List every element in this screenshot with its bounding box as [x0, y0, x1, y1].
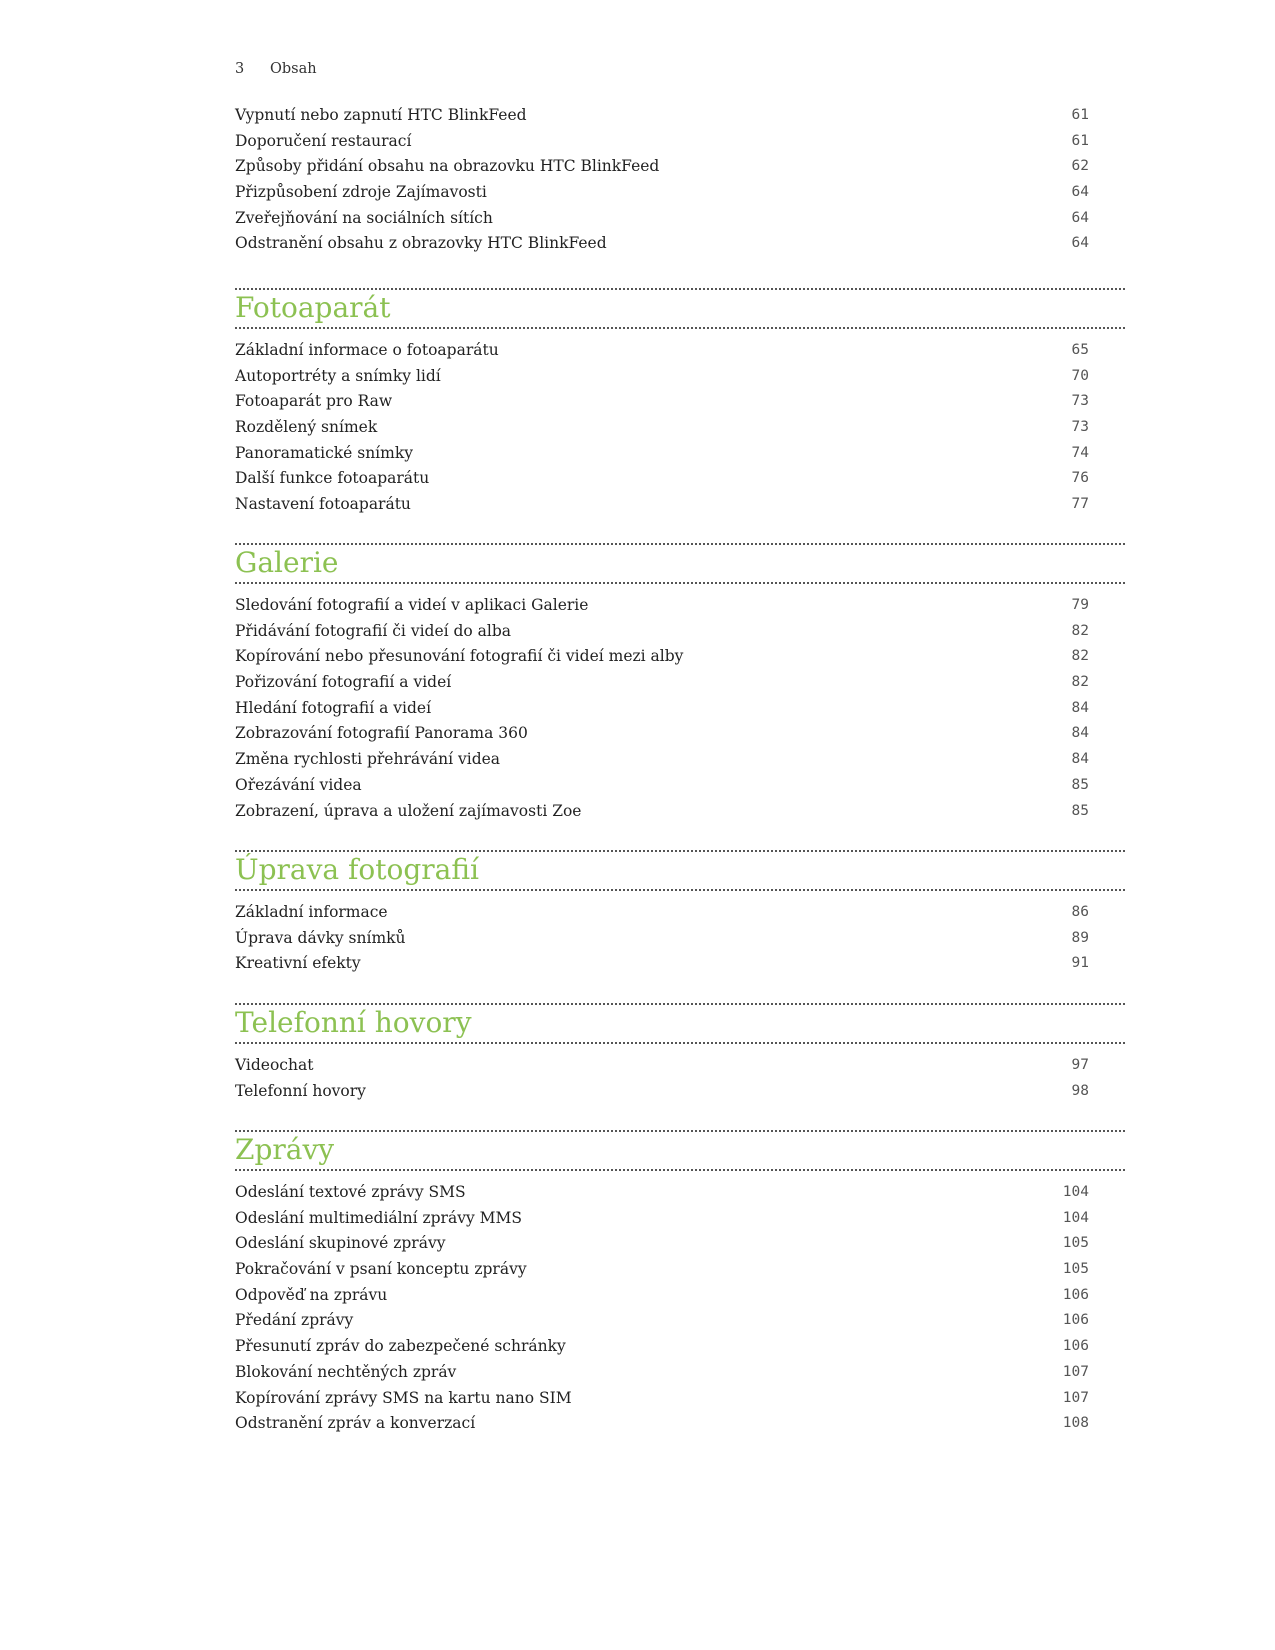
- toc-entry[interactable]: [235, 415, 1125, 441]
- toc-entry[interactable]: [235, 441, 1125, 467]
- toc-entry-title[interactable]: Pokračování v psaní konceptu zprávy: [235, 1260, 527, 1279]
- toc-entry[interactable]: [235, 773, 1125, 799]
- toc-entry[interactable]: [235, 696, 1125, 722]
- toc-entry-page[interactable]: 108: [1062, 1415, 1089, 1432]
- toc-entry[interactable]: [235, 1386, 1125, 1412]
- section-heading[interactable]: Fotoaparát: [235, 291, 391, 324]
- toc-entry-page[interactable]: 76: [1071, 470, 1089, 487]
- toc-entry-page[interactable]: 64: [1071, 184, 1089, 201]
- toc-entry[interactable]: [235, 364, 1125, 390]
- toc-entry-title[interactable]: Kreativní efekty: [235, 954, 361, 973]
- toc-entry-page[interactable]: 62: [1071, 158, 1089, 175]
- toc-entry-page[interactable]: 65: [1071, 342, 1089, 358]
- toc-entry[interactable]: [235, 619, 1125, 645]
- toc-entry-title[interactable]: Videochat: [235, 1056, 314, 1074]
- toc-entry-page[interactable]: 79: [1071, 597, 1089, 613]
- toc-entry-page[interactable]: 82: [1071, 648, 1089, 665]
- toc-entry-page[interactable]: 84: [1071, 699, 1089, 716]
- toc-entry-page[interactable]: 91: [1071, 955, 1089, 972]
- toc-entry-title[interactable]: Odpověď na zprávu: [235, 1285, 388, 1304]
- toc-entry-page[interactable]: 64: [1071, 235, 1089, 252]
- toc-entry[interactable]: [235, 338, 1125, 364]
- toc-entry-page[interactable]: 77: [1071, 496, 1089, 513]
- toc-entry-page[interactable]: 84: [1071, 725, 1089, 742]
- toc-entry-title[interactable]: Vypnutí nebo zapnutí HTC BlinkFeed: [235, 106, 527, 124]
- toc-entry-page[interactable]: 89: [1071, 929, 1089, 946]
- toc-entry-title[interactable]: Odeslání multimediální zprávy MMS: [235, 1208, 522, 1227]
- intro-entries: [235, 103, 1125, 257]
- toc-entry[interactable]: [235, 389, 1125, 415]
- toc-entry-page[interactable]: 98: [1071, 1082, 1089, 1099]
- section-divider: [235, 327, 1125, 329]
- toc-entry-title[interactable]: Pořizování fotografií a videí: [235, 673, 452, 692]
- section-divider: [235, 1169, 1125, 1171]
- section-heading[interactable]: Zprávy: [235, 1133, 335, 1166]
- toc-entry-page[interactable]: 105: [1062, 1261, 1089, 1278]
- toc-entry-page[interactable]: 74: [1071, 444, 1089, 461]
- toc-entry-title[interactable]: Odeslání skupinové zprávy: [235, 1234, 446, 1253]
- toc-entry[interactable]: [235, 1283, 1125, 1309]
- toc-entry-title[interactable]: Zveřejňování na sociálních sítích: [235, 208, 493, 227]
- toc-entry-page[interactable]: 82: [1071, 622, 1089, 639]
- toc-entry-title[interactable]: Základní informace o fotoaparátu: [235, 341, 499, 359]
- toc-entry-title[interactable]: Hledání fotografií a videí: [235, 698, 432, 717]
- section-heading[interactable]: Telefonní hovory: [235, 1006, 472, 1039]
- toc-entry[interactable]: [235, 492, 1125, 518]
- section-entries: [235, 1180, 1125, 1437]
- toc-entry-title[interactable]: Přidávání fotografií či videí do alba: [235, 621, 512, 640]
- toc-entry[interactable]: [235, 1334, 1125, 1360]
- toc-entry[interactable]: [235, 1231, 1125, 1257]
- section-divider: [235, 582, 1125, 584]
- toc-entry[interactable]: [235, 721, 1125, 747]
- toc-entry[interactable]: [235, 644, 1125, 670]
- page-header-title: Obsah: [270, 61, 317, 77]
- toc-entry[interactable]: [235, 951, 1125, 977]
- page-number: 3: [235, 61, 245, 77]
- toc-entry-title[interactable]: Rozdělený snímek: [235, 418, 378, 437]
- toc-entry-page[interactable]: 106: [1062, 1338, 1089, 1355]
- section-entries: [235, 338, 1125, 518]
- section-divider: [235, 1003, 1125, 1005]
- toc-entry-page[interactable]: 85: [1071, 802, 1089, 819]
- section-divider: [235, 1130, 1125, 1132]
- toc-entry[interactable]: [235, 1206, 1125, 1232]
- page-header: [235, 61, 317, 77]
- toc-entry-page[interactable]: 106: [1062, 1286, 1089, 1303]
- toc-entry[interactable]: [235, 1180, 1125, 1206]
- toc-entry-page[interactable]: 85: [1071, 776, 1089, 793]
- toc-entry-page[interactable]: 104: [1062, 1209, 1089, 1226]
- toc-entry-title[interactable]: Nastavení fotoaparátu: [235, 495, 411, 514]
- section-divider: [235, 1042, 1125, 1044]
- section-divider: [235, 543, 1125, 545]
- toc-entry-title[interactable]: Základní informace: [235, 903, 388, 921]
- toc-entry[interactable]: [235, 926, 1125, 952]
- toc-entry-title[interactable]: Přizpůsobení zdroje Zajímavosti: [235, 183, 487, 202]
- toc-entry-title[interactable]: Autoportréty a snímky lidí: [235, 366, 441, 385]
- toc-entry[interactable]: [235, 231, 1125, 257]
- section-divider: [235, 889, 1125, 891]
- toc-entry[interactable]: [235, 747, 1125, 773]
- toc-entry-page[interactable]: 61: [1071, 107, 1089, 123]
- toc-entry[interactable]: [235, 1360, 1125, 1386]
- section-heading[interactable]: Galerie: [235, 546, 339, 579]
- toc-entry-page[interactable]: 106: [1062, 1312, 1089, 1329]
- toc-entry-page[interactable]: 73: [1071, 419, 1089, 436]
- toc-entry-title[interactable]: Ořezávání videa: [235, 775, 362, 794]
- toc-entry-page[interactable]: 61: [1071, 132, 1089, 149]
- toc-entry[interactable]: [235, 103, 1125, 129]
- toc-entry-title[interactable]: Předání zprávy: [235, 1311, 354, 1330]
- toc-entry-title[interactable]: Zobrazení, úprava a uložení zajímavosti Zoe: [235, 801, 582, 820]
- toc-entry-title[interactable]: Kopírování zprávy SMS na kartu nano SIM: [235, 1388, 572, 1407]
- toc-entry-title[interactable]: Další funkce fotoaparátu: [235, 469, 430, 488]
- toc-entry-title[interactable]: Přesunutí zpráv do zabezpečené schránky: [235, 1337, 566, 1356]
- toc-entry-title[interactable]: Odstranění obsahu z obrazovky HTC BlinkFeed: [235, 234, 607, 253]
- toc-entry-page[interactable]: 64: [1071, 209, 1089, 226]
- toc-entry-page[interactable]: 84: [1071, 751, 1089, 768]
- toc-entry-title[interactable]: Kopírování nebo přesunování fotografií či videí mezi alby: [235, 647, 684, 666]
- toc-entry-title[interactable]: Zobrazování fotografií Panorama 360: [235, 724, 528, 743]
- toc-entry[interactable]: [235, 900, 1125, 926]
- toc-entry-title[interactable]: Odeslání textové zprávy SMS: [235, 1183, 466, 1201]
- toc-entry-title[interactable]: Změna rychlosti přehrávání videa: [235, 750, 501, 769]
- section-divider: [235, 288, 1125, 290]
- toc-entry-page[interactable]: 73: [1071, 393, 1089, 410]
- section-entries: [235, 593, 1125, 824]
- toc-entry-page[interactable]: 97: [1071, 1057, 1089, 1073]
- toc-entry-title[interactable]: Odstranění zpráv a konverzací: [235, 1414, 476, 1433]
- toc-entry[interactable]: [235, 206, 1125, 232]
- toc-entry[interactable]: [235, 154, 1125, 180]
- toc-entry-title[interactable]: Způsoby přidání obsahu na obrazovku HTC BlinkFeed: [235, 157, 660, 176]
- toc-entry-title[interactable]: Sledování fotografií a videí v aplikaci Galerie: [235, 596, 589, 614]
- toc-entry-page[interactable]: 86: [1071, 904, 1089, 920]
- toc-entry-page[interactable]: 107: [1062, 1363, 1089, 1380]
- toc-entry[interactable]: [235, 799, 1125, 825]
- toc-entry-page[interactable]: 104: [1062, 1184, 1089, 1200]
- toc-entry-title[interactable]: Fotoaparát pro Raw: [235, 392, 393, 411]
- toc-entry[interactable]: [235, 180, 1125, 206]
- toc-entry[interactable]: [235, 1308, 1125, 1334]
- toc-entry[interactable]: [235, 1053, 1125, 1079]
- toc-entry-title[interactable]: Úprava dávky snímků: [235, 928, 406, 947]
- toc-entry[interactable]: [235, 1257, 1125, 1283]
- section-heading[interactable]: Úprava fotografií: [235, 853, 479, 886]
- toc-entry[interactable]: [235, 129, 1125, 155]
- toc-entry-title[interactable]: Blokování nechtěných zpráv: [235, 1362, 457, 1381]
- toc-entry[interactable]: [235, 1079, 1125, 1105]
- toc-entry-page[interactable]: 105: [1062, 1235, 1089, 1252]
- toc-entry[interactable]: [235, 1411, 1125, 1437]
- toc-entry[interactable]: [235, 593, 1125, 619]
- section-entries: [235, 900, 1125, 977]
- toc-entry-page[interactable]: 107: [1062, 1389, 1089, 1406]
- toc-entry[interactable]: [235, 466, 1125, 492]
- toc-entry-page[interactable]: 82: [1071, 674, 1089, 691]
- toc-entry-page[interactable]: 70: [1071, 367, 1089, 384]
- toc-entry-title[interactable]: Doporučení restaurací: [235, 131, 412, 150]
- toc-entry-title[interactable]: Telefonní hovory: [235, 1081, 366, 1100]
- section-entries: [235, 1053, 1125, 1104]
- toc-entry-title[interactable]: Panoramatické snímky: [235, 443, 413, 462]
- toc-entry[interactable]: [235, 670, 1125, 696]
- section-divider: [235, 850, 1125, 852]
